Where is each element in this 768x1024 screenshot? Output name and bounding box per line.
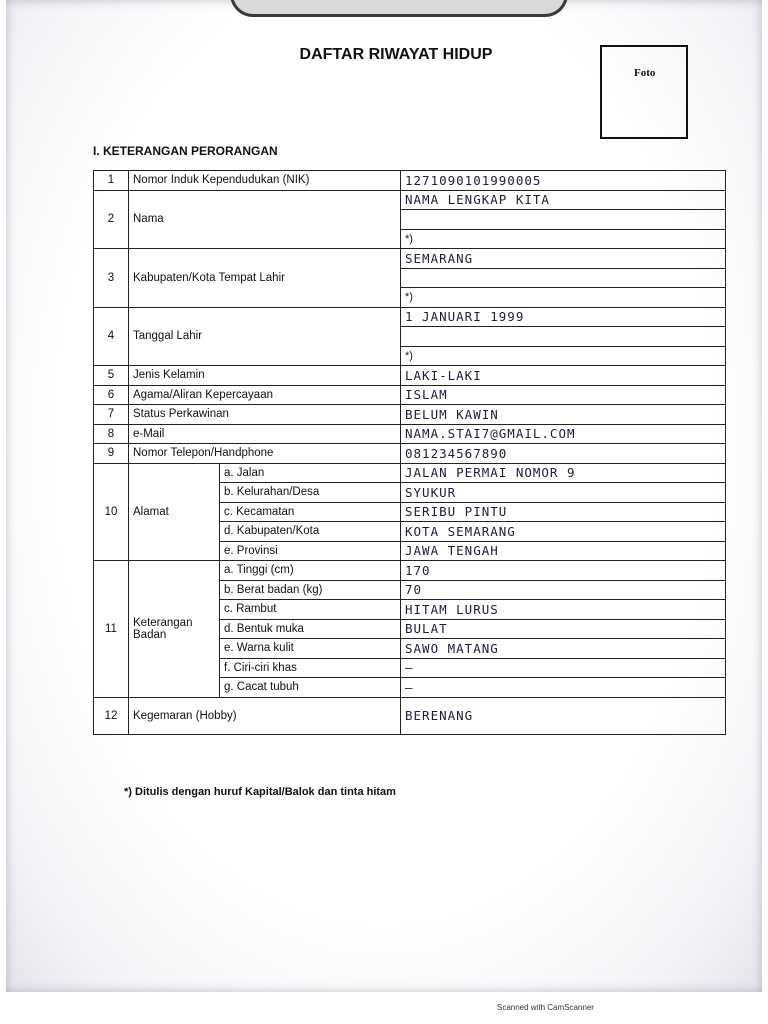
subfield-label-berat: b. Berat badan (kg) bbox=[220, 580, 401, 600]
field-label-status-perkawinan: Status Perkawinan bbox=[129, 405, 401, 425]
table-row bbox=[94, 405, 726, 425]
field-label-jenis-kelamin: Jenis Kelamin bbox=[129, 366, 401, 386]
subfield-label-provinsi: e. Provinsi bbox=[220, 541, 401, 561]
subfield-value-warna-kulit[interactable]: SAWO MATANG bbox=[401, 639, 726, 659]
footnote: *) Ditulis dengan huruf Kapital/Balok dan tinta hitam bbox=[124, 786, 396, 798]
subfield-value-berat[interactable]: 70 bbox=[401, 580, 726, 600]
subfield-value-kabupaten[interactable]: KOTA SEMARANG bbox=[401, 522, 726, 542]
field-label-email: e-Mail bbox=[129, 424, 401, 444]
field-value-email[interactable]: NAMA.STAI7@GMAIL.COM bbox=[401, 424, 726, 444]
table-row bbox=[94, 385, 726, 405]
table-row bbox=[94, 171, 726, 191]
subfield-value-ciri-khas[interactable]: – bbox=[401, 658, 726, 678]
table-row bbox=[94, 444, 726, 464]
subfield-value-kecamatan[interactable]: SERIBU PINTU bbox=[401, 502, 726, 522]
subfield-label-tinggi: a. Tinggi (cm) bbox=[220, 561, 401, 581]
subfield-value-tinggi[interactable]: 170 bbox=[401, 561, 726, 581]
field-label-kegemaran: Kegemaran (Hobby) bbox=[129, 697, 401, 734]
field-value-nama[interactable]: NAMA LENGKAP KITA bbox=[401, 190, 726, 210]
row-number: 8 bbox=[94, 424, 129, 444]
field-value-nik[interactable]: 1271090101990005 bbox=[401, 171, 726, 191]
table-row bbox=[94, 307, 726, 327]
table-row bbox=[94, 366, 726, 386]
subfield-value-bentuk-muka[interactable]: BULAT bbox=[401, 619, 726, 639]
blank-line[interactable] bbox=[401, 327, 726, 347]
row-number: 12 bbox=[94, 697, 129, 734]
subfield-label-cacat-tubuh: g. Cacat tubuh bbox=[220, 678, 401, 698]
row-number: 6 bbox=[94, 385, 129, 405]
subfield-label-kabupaten: d. Kabupaten/Kota bbox=[220, 522, 401, 542]
note-marker: *) bbox=[401, 229, 726, 249]
field-label-alamat: Alamat bbox=[129, 463, 220, 561]
note-marker: *) bbox=[401, 346, 726, 366]
row-number: 9 bbox=[94, 444, 129, 464]
subfield-value-provinsi[interactable]: JAWA TENGAH bbox=[401, 541, 726, 561]
subfield-label-kecamatan: c. Kecamatan bbox=[220, 502, 401, 522]
subfield-label-rambut: c. Rambut bbox=[220, 600, 401, 620]
row-number: 5 bbox=[94, 366, 129, 386]
note-marker: *) bbox=[401, 288, 726, 308]
row-number: 2 bbox=[94, 190, 129, 249]
subfield-label-bentuk-muka: d. Bentuk muka bbox=[220, 619, 401, 639]
blank-line[interactable] bbox=[401, 268, 726, 288]
table-row bbox=[94, 463, 726, 483]
subfield-label-warna-kulit: e. Warna kulit bbox=[220, 639, 401, 659]
table-row bbox=[94, 249, 726, 269]
photo-label: Foto bbox=[634, 67, 656, 79]
subfield-value-kelurahan[interactable]: SYUKUR bbox=[401, 483, 726, 503]
field-label-keterangan-badan: Keterangan Badan bbox=[129, 561, 220, 698]
field-value-tempat-lahir[interactable]: SEMARANG bbox=[401, 249, 726, 269]
field-label-nama: Nama bbox=[129, 190, 401, 249]
photo-box bbox=[600, 45, 688, 139]
section-title: I. KETERANGAN PERORANGAN bbox=[93, 144, 278, 158]
page-title: DAFTAR RIWAYAT HIDUP bbox=[299, 46, 493, 63]
table-row bbox=[94, 697, 726, 734]
subfield-value-cacat-tubuh[interactable]: – bbox=[401, 678, 726, 698]
subfield-label-jalan: a. Jalan bbox=[220, 463, 401, 483]
table-row bbox=[94, 561, 726, 581]
table-row bbox=[94, 424, 726, 444]
personal-info-table bbox=[93, 170, 726, 735]
field-value-kegemaran[interactable]: BERENANG bbox=[401, 697, 726, 734]
field-value-jenis-kelamin[interactable]: LAKI-LAKI bbox=[401, 366, 726, 386]
row-number: 4 bbox=[94, 307, 129, 366]
field-value-status-perkawinan[interactable]: BELUM KAWIN bbox=[401, 405, 726, 425]
subfield-label-kelurahan: b. Kelurahan/Desa bbox=[220, 483, 401, 503]
field-label-tanggal-lahir: Tanggal Lahir bbox=[129, 307, 401, 366]
row-number: 3 bbox=[94, 249, 129, 308]
subfield-value-rambut[interactable]: HITAM LURUS bbox=[401, 600, 726, 620]
subfield-label-ciri-khas: f. Ciri-ciri khas bbox=[220, 658, 401, 678]
field-value-tanggal-lahir[interactable]: 1 JANUARI 1999 bbox=[401, 307, 726, 327]
field-value-telepon[interactable]: 081234567890 bbox=[401, 444, 726, 464]
row-number: 7 bbox=[94, 405, 129, 425]
clipboard-clip bbox=[230, 0, 568, 17]
field-label-nik: Nomor Induk Kependudukan (NIK) bbox=[129, 171, 401, 191]
row-number: 1 bbox=[94, 171, 129, 191]
field-value-agama[interactable]: ISLAM bbox=[401, 385, 726, 405]
blank-line[interactable] bbox=[401, 210, 726, 230]
table-row bbox=[94, 190, 726, 210]
scanner-credit: Scanned with CamScanner bbox=[497, 1003, 594, 1012]
subfield-value-jalan[interactable]: JALAN PERMAI NOMOR 9 bbox=[401, 463, 726, 483]
row-number: 11 bbox=[94, 561, 129, 698]
row-number: 10 bbox=[94, 463, 129, 561]
field-label-agama: Agama/Aliran Kepercayaan bbox=[129, 385, 401, 405]
field-label-tempat-lahir: Kabupaten/Kota Tempat Lahir bbox=[129, 249, 401, 308]
field-label-telepon: Nomor Telepon/Handphone bbox=[129, 444, 401, 464]
